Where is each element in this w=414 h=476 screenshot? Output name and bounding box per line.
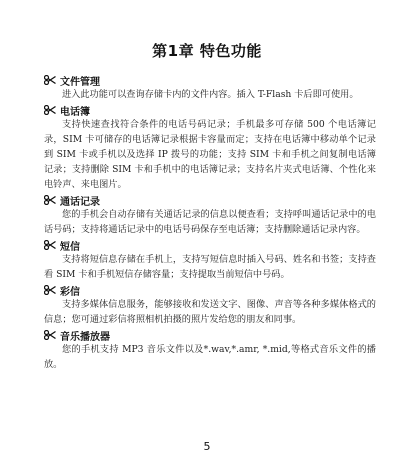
section-heading-label: 音乐播放器 (60, 331, 110, 343)
section-music-player (44, 328, 376, 372)
section-sms (44, 238, 376, 282)
scissors-bullet-icon (44, 285, 56, 295)
section-body: 支持将短信息存储在手机上，支持写短信息时插入号码、姓名和书签；支持查看 SIM 卡和手机短信存储容量；支持提取当前短信中号码。 (44, 254, 376, 280)
section-body: 您的手机支持 MP3 音乐文件以及*.wav,*.amr, *.mid,等格式音乐文件的播放。 (44, 344, 376, 370)
section-body: 支持快速查找符合条件的电话号码记录；手机最多可存储 500 个电话簿记录，SIM 卡可储存的电话簿记录根据卡容量而定；支持在电话簿中移动单个记录到 SIM 卡或手机以及选择 IP 拨号的功能；支持 SIM 卡和手机之间复制电话簿记录；支持删除 SIM 卡和手机中的电话簿记录；支持名片夹式电话簿、个性化来电铃声、来电图片。 (44, 119, 376, 190)
section-heading (44, 238, 376, 252)
section-call-log (44, 193, 376, 237)
section-heading (44, 193, 376, 207)
section-heading-label: 彩信 (60, 286, 80, 298)
scissors-bullet-icon (44, 105, 56, 115)
section-file-management (44, 73, 376, 102)
section-heading (44, 283, 376, 297)
section-heading-label: 电话簿 (60, 106, 90, 118)
page-number: 5 (203, 440, 211, 453)
section-heading-label: 文件管理 (60, 76, 100, 88)
section-body: 支持多媒体信息服务，能够接收和发送文字、图像、声音等各种多媒体格式的信息；您可通过彩信将照相机拍摄的照片发给您的朋友和同事。 (44, 299, 376, 325)
section-phonebook (44, 103, 376, 192)
section-heading (44, 103, 376, 117)
section-heading-label: 通话记录 (60, 196, 100, 208)
chapter-title: 第1章 特色功能 (152, 42, 262, 60)
section-body: 您的手机会自动存储有关通话记录的信息以便查看；支持呼叫通话记录中的电话号码；支持将通话记录中的电话号码保存至电话簿；支持删除通话记录内容。 (44, 209, 376, 235)
section-heading (44, 73, 376, 87)
section-list (44, 72, 376, 373)
scissors-bullet-icon (44, 330, 56, 340)
section-body: 进入此功能可以查询存储卡内的文件内容。插入 T-Flash 卡后即可使用。 (62, 89, 359, 100)
section-heading (44, 328, 376, 342)
scissors-bullet-icon (44, 240, 56, 250)
section-heading-label: 短信 (60, 241, 80, 253)
scissors-bullet-icon (44, 195, 56, 205)
section-mms (44, 283, 376, 327)
scissors-bullet-icon (44, 75, 56, 85)
